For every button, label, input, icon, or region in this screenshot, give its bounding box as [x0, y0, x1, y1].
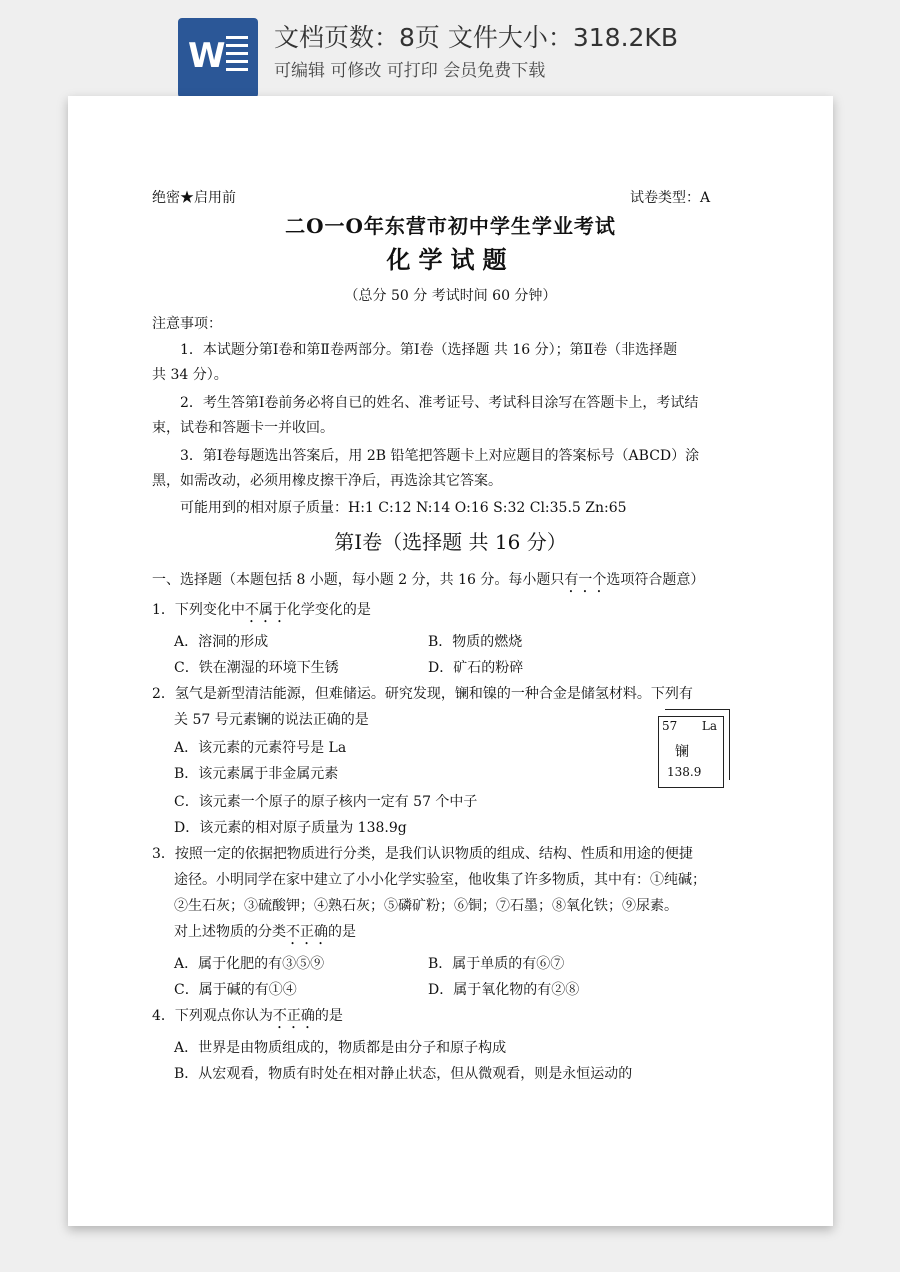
question-2-option-c: C．该元素一个原子的原子核内一定有 57 个中子 — [174, 794, 478, 810]
question-2-stem-line-1: 2．氢气是新型清洁能源，但难储运。研究发现，镧和镍的一种合金是储氢材料。下列有 — [152, 686, 693, 702]
section-title: 第Ⅰ卷（选择题 共 16 分） — [334, 530, 567, 554]
question-4-option-b: B．从宏观看，物质有时处在相对静止状态，但从微观看，则是永恒运动的 — [174, 1066, 633, 1082]
question-1-stem: 1．下列变化中不属于化学变化的是 — [152, 602, 371, 618]
question-3-stem-line-2: 途径。小明同学在家中建立了小小化学实验室，他收集了许多物质，其中有：①纯碱； — [174, 872, 706, 888]
exam-page — [68, 96, 833, 1226]
note-3-line-2: 黑，如需改动，必须用橡皮擦干净后，再选涂其它答案。 — [152, 473, 502, 489]
question-1-option-b: B．物质的燃烧 — [428, 634, 523, 650]
question-3-stem-line-1: 3．按照一定的依据把物质进行分类，是我们认识物质的组成、结构、性质和用途的便捷 — [152, 846, 693, 862]
element-tile — [658, 716, 724, 788]
question-3-option-d: D．属于氧化物的有②⑧ — [428, 982, 580, 998]
question-2-option-b: B．该元素属于非金属元素 — [174, 766, 339, 782]
element-number: 57 — [662, 719, 678, 733]
question-2-option-d: D．该元素的相对原子质量为 138.9g — [174, 820, 407, 836]
paper-type: 试卷类型：A — [630, 190, 711, 206]
notes-heading: 注意事项： — [152, 316, 222, 332]
banner-title: 文档页数：8页 文件大小：318.2KB — [274, 23, 678, 52]
part-a-instructions: 一、选择题（本题包括 8 小题，每小题 2 分，共 16 分。每小题只有一个选项符合题意） — [152, 572, 705, 588]
element-mass: 138.9 — [667, 765, 702, 779]
question-3-option-c: C．属于碱的有①④ — [174, 982, 297, 998]
question-4-stem: 4．下列观点你认为不正确的是 — [152, 1008, 343, 1024]
document-banner — [0, 0, 900, 96]
exam-title: 二O一O年东营市初中学生学业考试 — [285, 214, 616, 238]
element-symbol: La — [701, 719, 717, 733]
note-3-line-1: 3．第Ⅰ卷每题选出答案后，用 2B 铅笔把答题卡上对应题目的答案标号（ABCD）涂 — [180, 448, 700, 464]
question-3-option-b: B．属于单质的有⑥⑦ — [428, 956, 565, 972]
question-1-option-c: C．铁在潮湿的环境下生锈 — [174, 660, 339, 676]
question-3-stem-line-3: ②生石灰；③硫酸钾；④熟石灰；⑤磷矿粉；⑥铜；⑦石墨；⑧氧化铁；⑨尿素。 — [174, 898, 678, 914]
question-2-option-a: A．该元素的元素符号是 La — [174, 740, 347, 756]
subject-title: 化学试题 — [386, 245, 515, 274]
element-name: 镧 — [675, 744, 689, 760]
note-2-line-2: 束，试卷和答题卡一并收回。 — [152, 420, 334, 436]
atomic-mass-line: 可能用到的相对原子质量：H:1 C:12 N:14 O:16 S:32 Cl:35.5 Zn:65 — [180, 500, 627, 516]
question-1-option-a: A．溶洞的形成 — [174, 634, 269, 650]
banner-subtitle: 可编辑 可修改 可打印 会员免费下载 — [274, 61, 546, 81]
question-4-option-a: A．世界是由物质组成的，物质都是由分子和原子构成 — [174, 1040, 507, 1056]
question-3-stem-line-4: 对上述物质的分类不正确的是 — [174, 924, 356, 940]
note-1-line-1: 1．本试题分第Ⅰ卷和第Ⅱ卷两部分。第Ⅰ卷（选择题 共 16 分）；第Ⅱ卷（非选择题 — [180, 342, 678, 358]
question-3-option-a: A．属于化肥的有③⑤⑨ — [174, 956, 325, 972]
question-2-stem-line-2: 关 57 号元素镧的说法正确的是 — [174, 712, 369, 728]
note-1-line-2: 共 34 分）。 — [152, 367, 228, 383]
exam-info: （总分 50 分 考试时间 60 分钟） — [344, 288, 557, 304]
confidential-label: 绝密★启用前 — [152, 190, 236, 206]
word-document-icon: W — [178, 18, 258, 98]
question-1-option-d: D．矿石的粉碎 — [428, 660, 524, 676]
note-2-line-1: 2．考生答第Ⅰ卷前务必将自已的姓名、准考证号、考试科目涂写在答题卡上，考试结 — [180, 395, 699, 411]
